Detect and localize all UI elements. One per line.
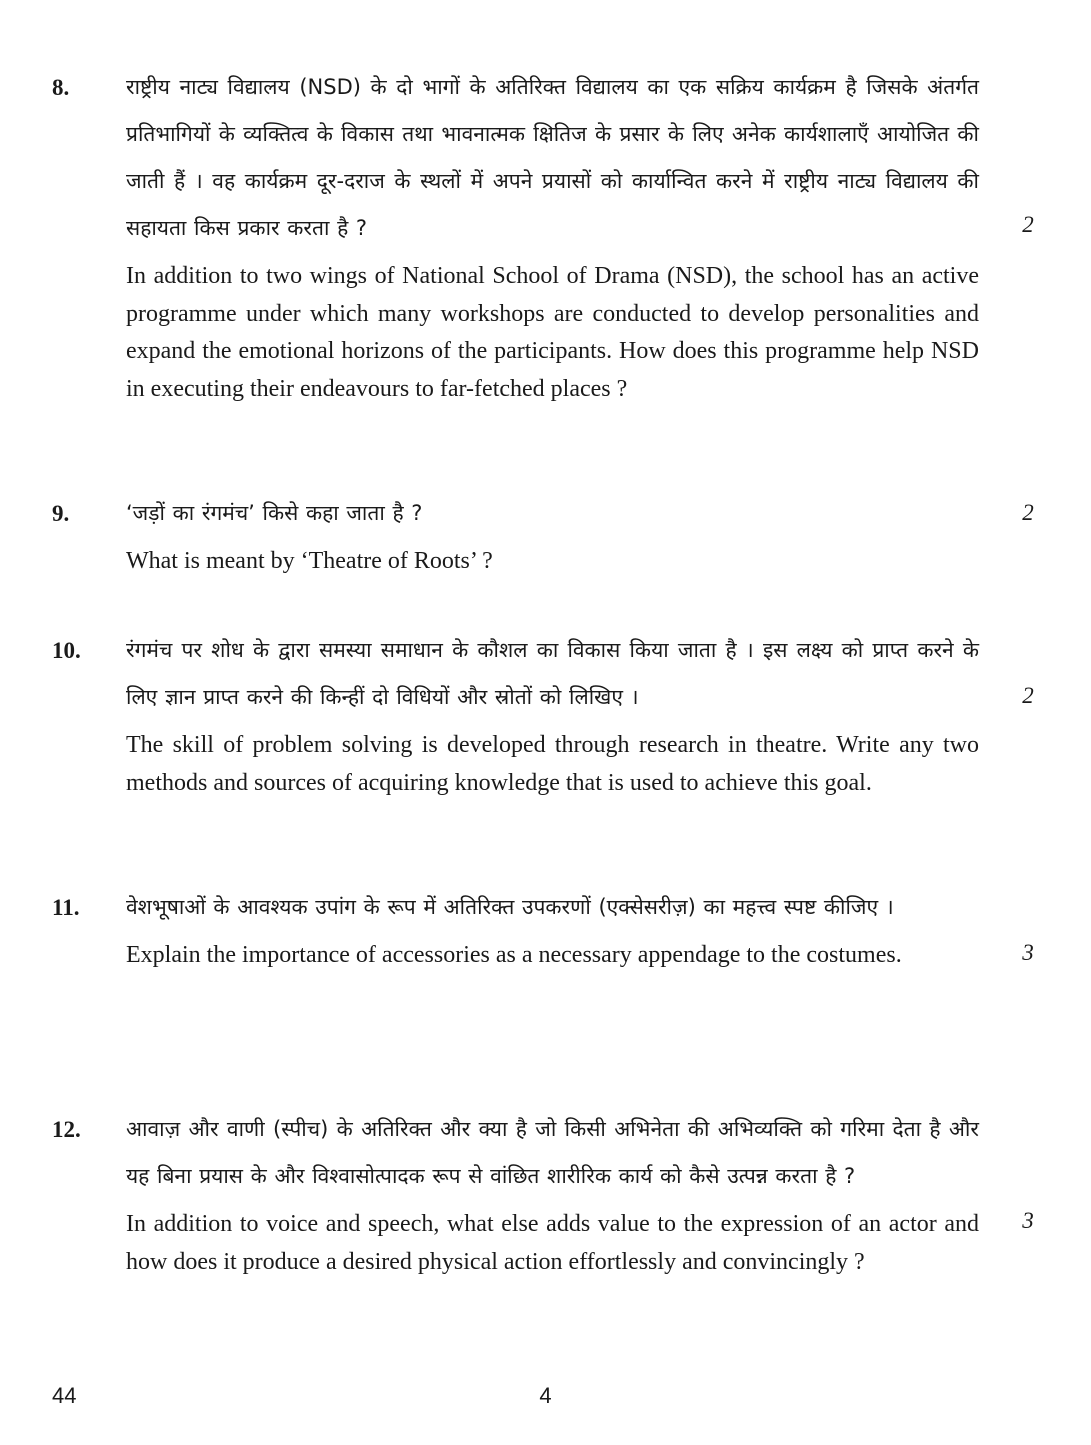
question-body: [126, 490, 979, 581]
question-text-hindi: वेशभूषाओं के आवश्यक उपांग के रूप में अतिरिक्त उपकरणों (एक्सेसरीज़) का महत्त्व स्पष्ट कीजिए ।: [126, 895, 894, 919]
question-body: [126, 627, 979, 802]
question-marks: 2: [1022, 500, 1034, 525]
question-number: 11.: [52, 895, 80, 920]
question-text-english: Explain the importance of accessories as a necessary appendage to the costumes.: [126, 942, 902, 968]
question-marks: 3: [1022, 940, 1034, 965]
question-marks: 2: [1022, 683, 1034, 708]
question-body: [126, 1106, 979, 1281]
page-number: 4: [539, 1383, 552, 1408]
question-body: [126, 64, 979, 408]
question-number: 10.: [52, 638, 81, 663]
question-body: [126, 884, 979, 975]
question-marks: 3: [1022, 1208, 1034, 1233]
question-number: 12.: [52, 1117, 81, 1142]
question-text-english: In addition to two wings of National School of Drama (NSD), the school has an active programme under which many workshops are conducted to develop personalities and expand the emotional horizons of the participants. How does this programme help NSD in executing their endeavours to far-fetched places ?: [126, 263, 979, 402]
question-text-english: What is meant by ‘Theatre of Roots’ ?: [126, 548, 493, 574]
question-marks: 2: [1022, 212, 1034, 237]
question-text-hindi: राष्ट्रीय नाट्य विद्यालय (NSD) के दो भागों के अतिरिक्त विद्यालय का एक सक्रिय कार्यक्रम है जिसके अंतर्गत प्रतिभागियों के व्यक्तित्व के विकास तथा भावनात्मक क्षितिज के प्रसार के लिए अनेक कार्यशालाएँ आयोजित की जाती हैं । वह कार्यक्रम दूर-दराज के स्थलों में अपने प्रयासों को कार्यान्वित करने में राष्ट्रीय नाट्य विद्यालय की सहायता किस प्रकार करता है ?: [126, 75, 979, 240]
question-text-hindi: ‘जड़ों का रंगमंच’ किसे कहा जाता है ?: [126, 501, 423, 525]
question-number: 9.: [52, 501, 70, 526]
question-text-hindi: आवाज़ और वाणी (स्पीच) के अतिरिक्त और क्या है जो किसी अभिनेता की अभिव्यक्ति को गरिमा देता है और यह बिना प्रयास के और विश्वासोत्पादक रूप से वांछित शारीरिक कार्य को कैसे उत्पन्न करता है ?: [126, 1117, 979, 1188]
question-text-hindi: रंगमंच पर शोध के द्वारा समस्या समाधान के कौशल का विकास किया जाता है । इस लक्ष्य को प्राप्त करने के लिए ज्ञान प्राप्त करने की किन्हीं दो विधियों और स्रोतों को लिखिए ।: [126, 638, 979, 709]
question-text-english: The skill of problem solving is developed through research in theatre. Write any two methods and sources of acquiring knowledge that is used to achieve this goal.: [126, 732, 979, 796]
paper-code: 44: [52, 1383, 77, 1408]
question-text-english: In addition to voice and speech, what else adds value to the expression of an actor and how does it produce a desired physical action effortlessly and convincingly ?: [126, 1211, 979, 1275]
question-number: 8.: [52, 75, 70, 100]
